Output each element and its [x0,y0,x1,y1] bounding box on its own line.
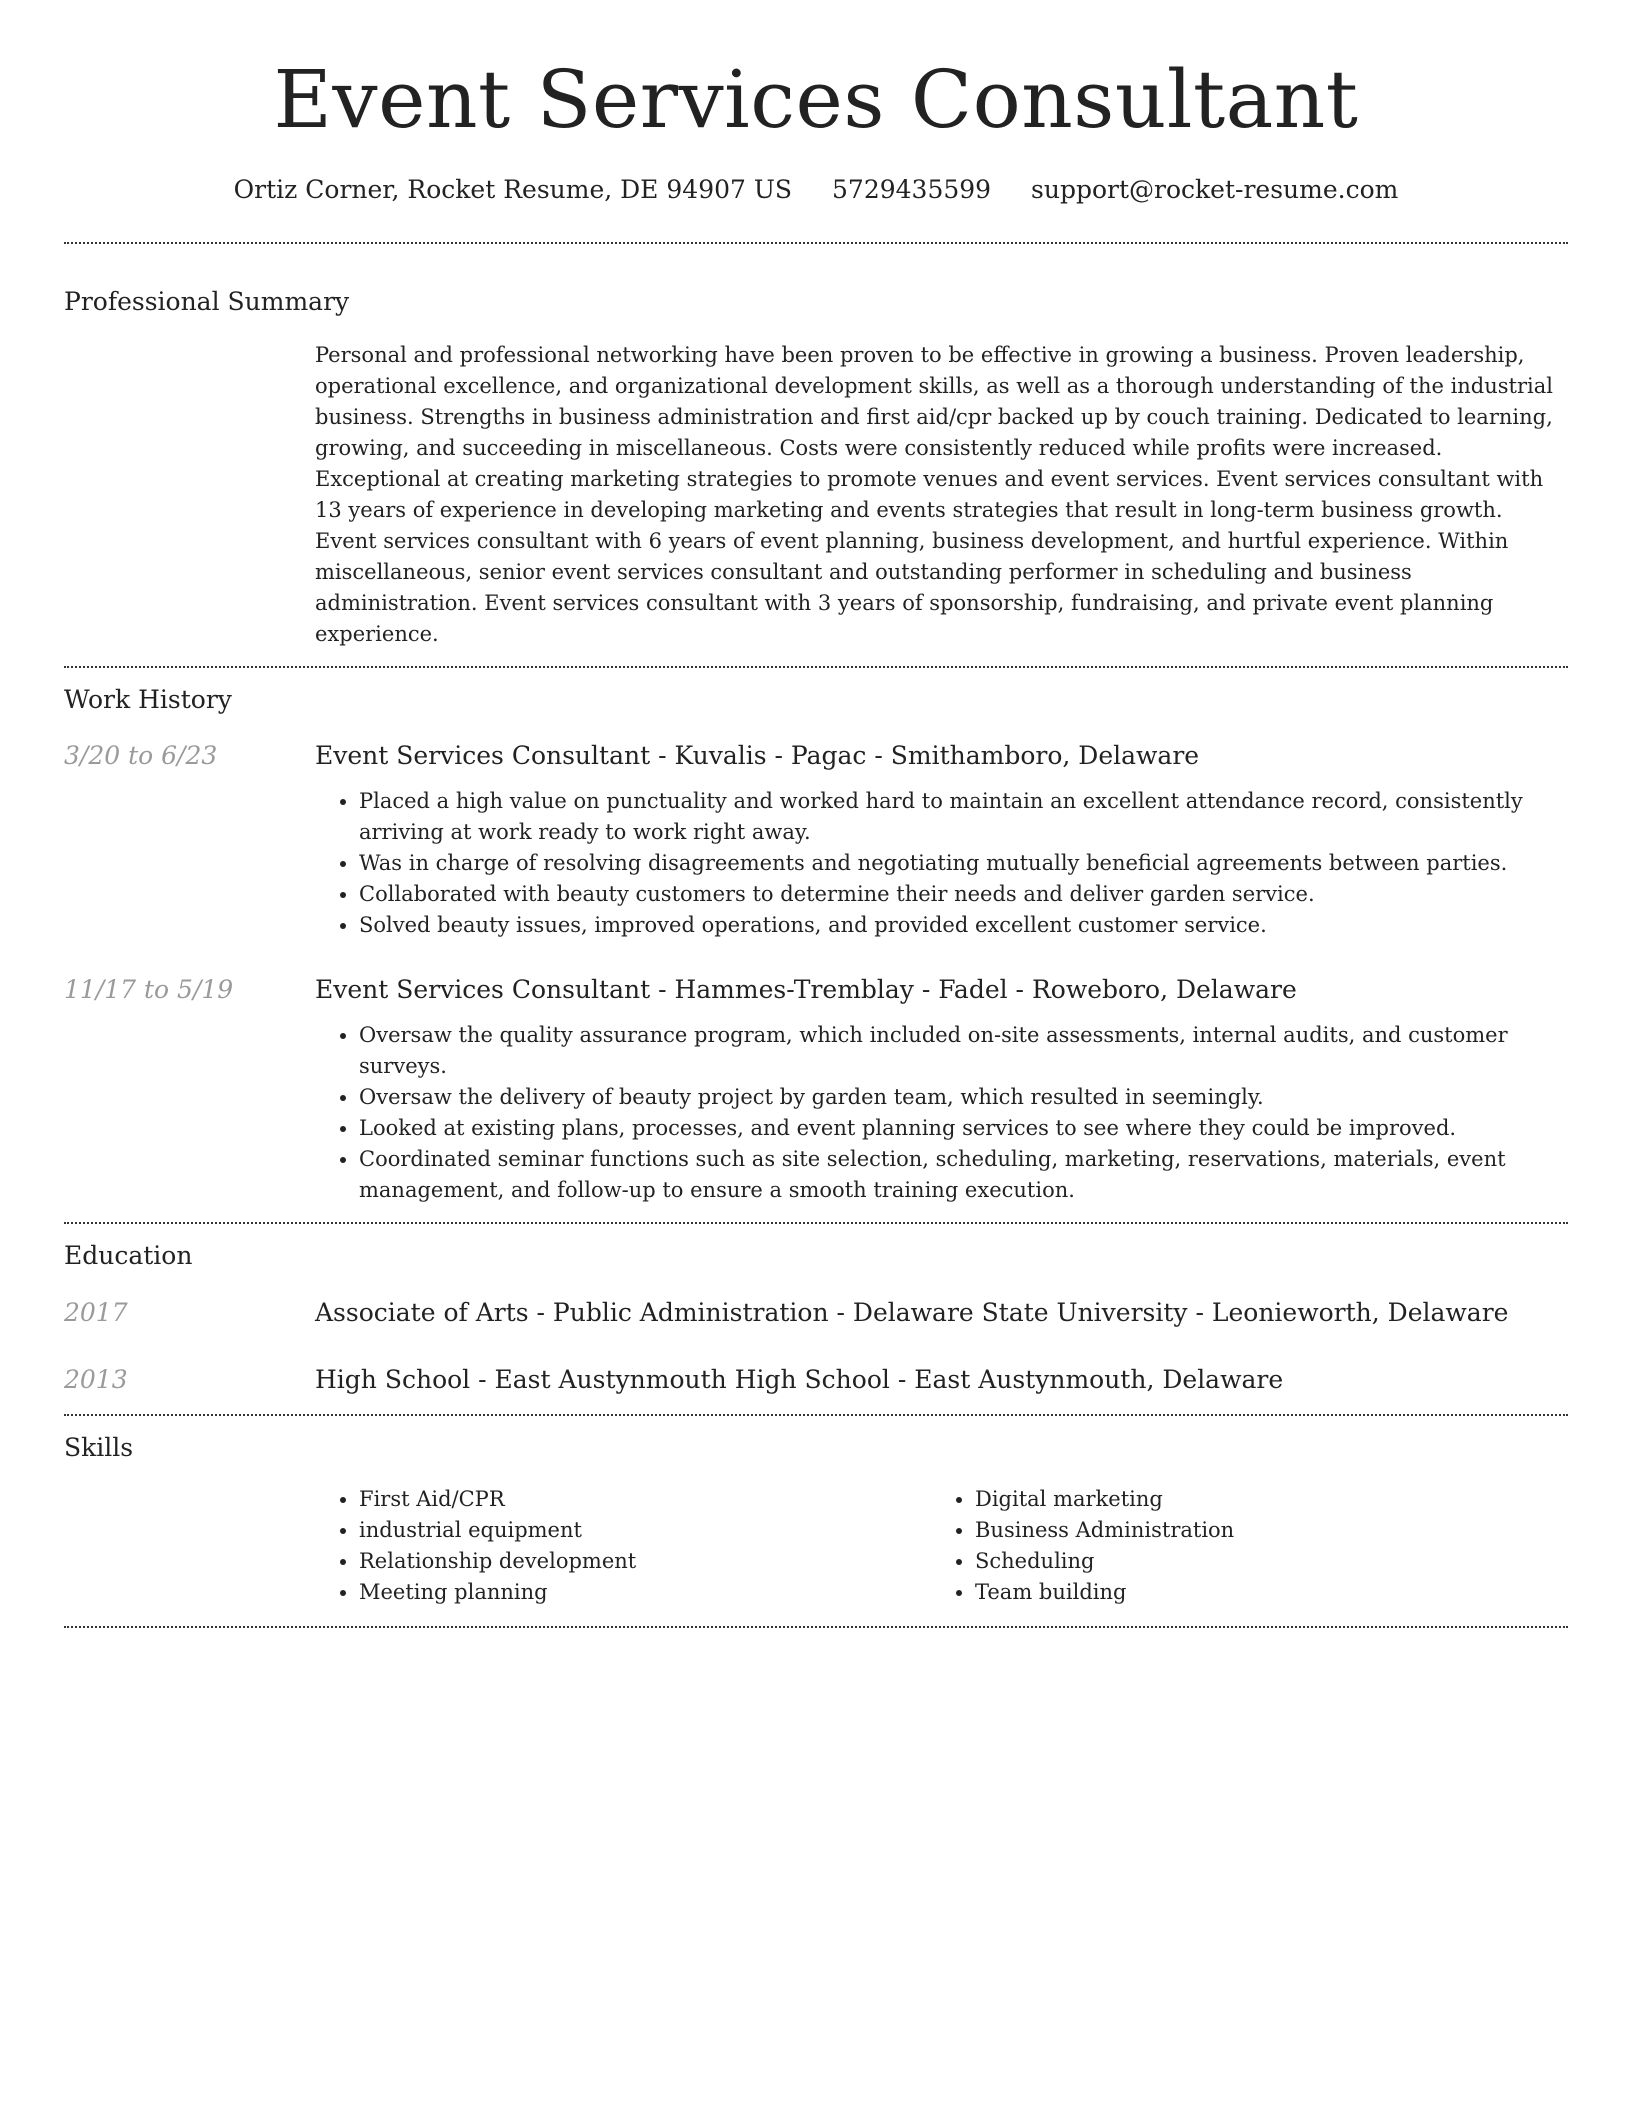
skill-item: • Scheduling [975,1546,1547,1577]
education-heading: High School - East Austynmouth High School - East Austynmouth, Delaware [315,1365,1284,1394]
skill-item: • industrial equipment [359,1515,931,1546]
skill-item: • First Aid/CPR [359,1484,931,1515]
contact-line [64,174,1568,206]
resume-page [64,0,1568,1628]
education-title: Education [64,1241,193,1270]
skills-title: Skills [64,1433,134,1462]
skill-item: • Business Administration [975,1515,1547,1546]
job-bullet: • Oversaw the quality assurance program, which included on-site assessments, internal audits, and customer surveys. [359,1020,1568,1082]
work-history-title: Work History [64,685,232,714]
skill-item: • Team building [975,1577,1547,1608]
candidate-name: Event Services Consultant [273,53,1359,146]
job-bullet: • Placed a high value on punctuality and worked hard to maintain an excellent attendance record, consistently arriving at work ready to work right away. [359,786,1568,848]
skills-column-left [315,1484,931,1608]
education-entry [64,1364,1568,1396]
divider [64,1414,1568,1416]
education-heading: Associate of Arts - Public Administration - Delaware State University - Leonieworth, Delaware [315,1298,1509,1327]
job-bullet: • Was in charge of resolving disagreements and negotiating mutually beneficial agreements between parties. [359,848,1568,879]
contact-phone: 5729435599 [832,175,992,204]
education-year: 2017 [64,1298,128,1327]
skill-item: • Digital marketing [975,1484,1547,1515]
job-bullet: • Oversaw the delivery of beauty project by garden team, which resulted in seemingly. [359,1082,1568,1113]
job-bullet: • Looked at existing plans, processes, and event planning services to see where they could be improved. [359,1113,1568,1144]
job-bullet: • Collaborated with beauty customers to determine their needs and deliver garden service. [359,879,1568,910]
job-bullets [315,1020,1568,1206]
summary-title: Professional Summary [64,287,350,316]
divider [64,666,1568,668]
job-dates: 3/20 to 6/23 [64,741,218,770]
education-year: 2013 [64,1365,128,1394]
job-entry [64,740,1568,772]
job-bullets [315,786,1568,941]
job-bullet: • Coordinated seminar functions such as site selection, scheduling, marketing, reservations, materials, event management, and follow-up to ensure a smooth training execution. [359,1144,1568,1206]
job-heading: Event Services Consultant - Kuvalis - Pagac - Smithamboro, Delaware [315,741,1200,770]
skills-list [315,1484,1568,1608]
education-entry [64,1297,1568,1329]
skill-item: • Relationship development [359,1546,931,1577]
skills-column-right [931,1484,1547,1608]
job-bullet: • Solved beauty issues, improved operations, and provided excellent customer service. [359,910,1568,941]
divider [64,242,1568,244]
job-entry [64,974,1568,1006]
contact-email: support@rocket-resume.com [1031,175,1399,204]
skill-item: • Meeting planning [359,1577,931,1608]
summary-text: Personal and professional networking have been proven to be effective in growing a business. Proven leadership, operational excellence, and organizational development skills, as well as a thorough understanding of the industrial business. Strengths in business administration and first aid/cpr backed up by couch training. Dedicated to learning, growing, and succeeding in miscellaneous. Costs were consistently reduced while profits were increased. Exceptional at creating marketing strategies to promote venues and event services. Event services consultant with 13 years of experience in developing marketing and events strategies that result in long-term business growth. Event services consultant with 6 years of event planning, business development, and hurtful experience. Within miscellaneous, senior event services consultant and outstanding performer in scheduling and business administration. Event services consultant with 3 years of sponsorship, fundraising, and private event planning experience. [315,343,1553,646]
divider [64,1222,1568,1224]
contact-address: Ortiz Corner, Rocket Resume, DE 94907 US [233,175,793,204]
job-heading: Event Services Consultant - Hammes-Tremblay - Fadel - Roweboro, Delaware [315,975,1297,1004]
divider [64,1626,1568,1628]
job-dates: 11/17 to 5/19 [64,975,234,1004]
